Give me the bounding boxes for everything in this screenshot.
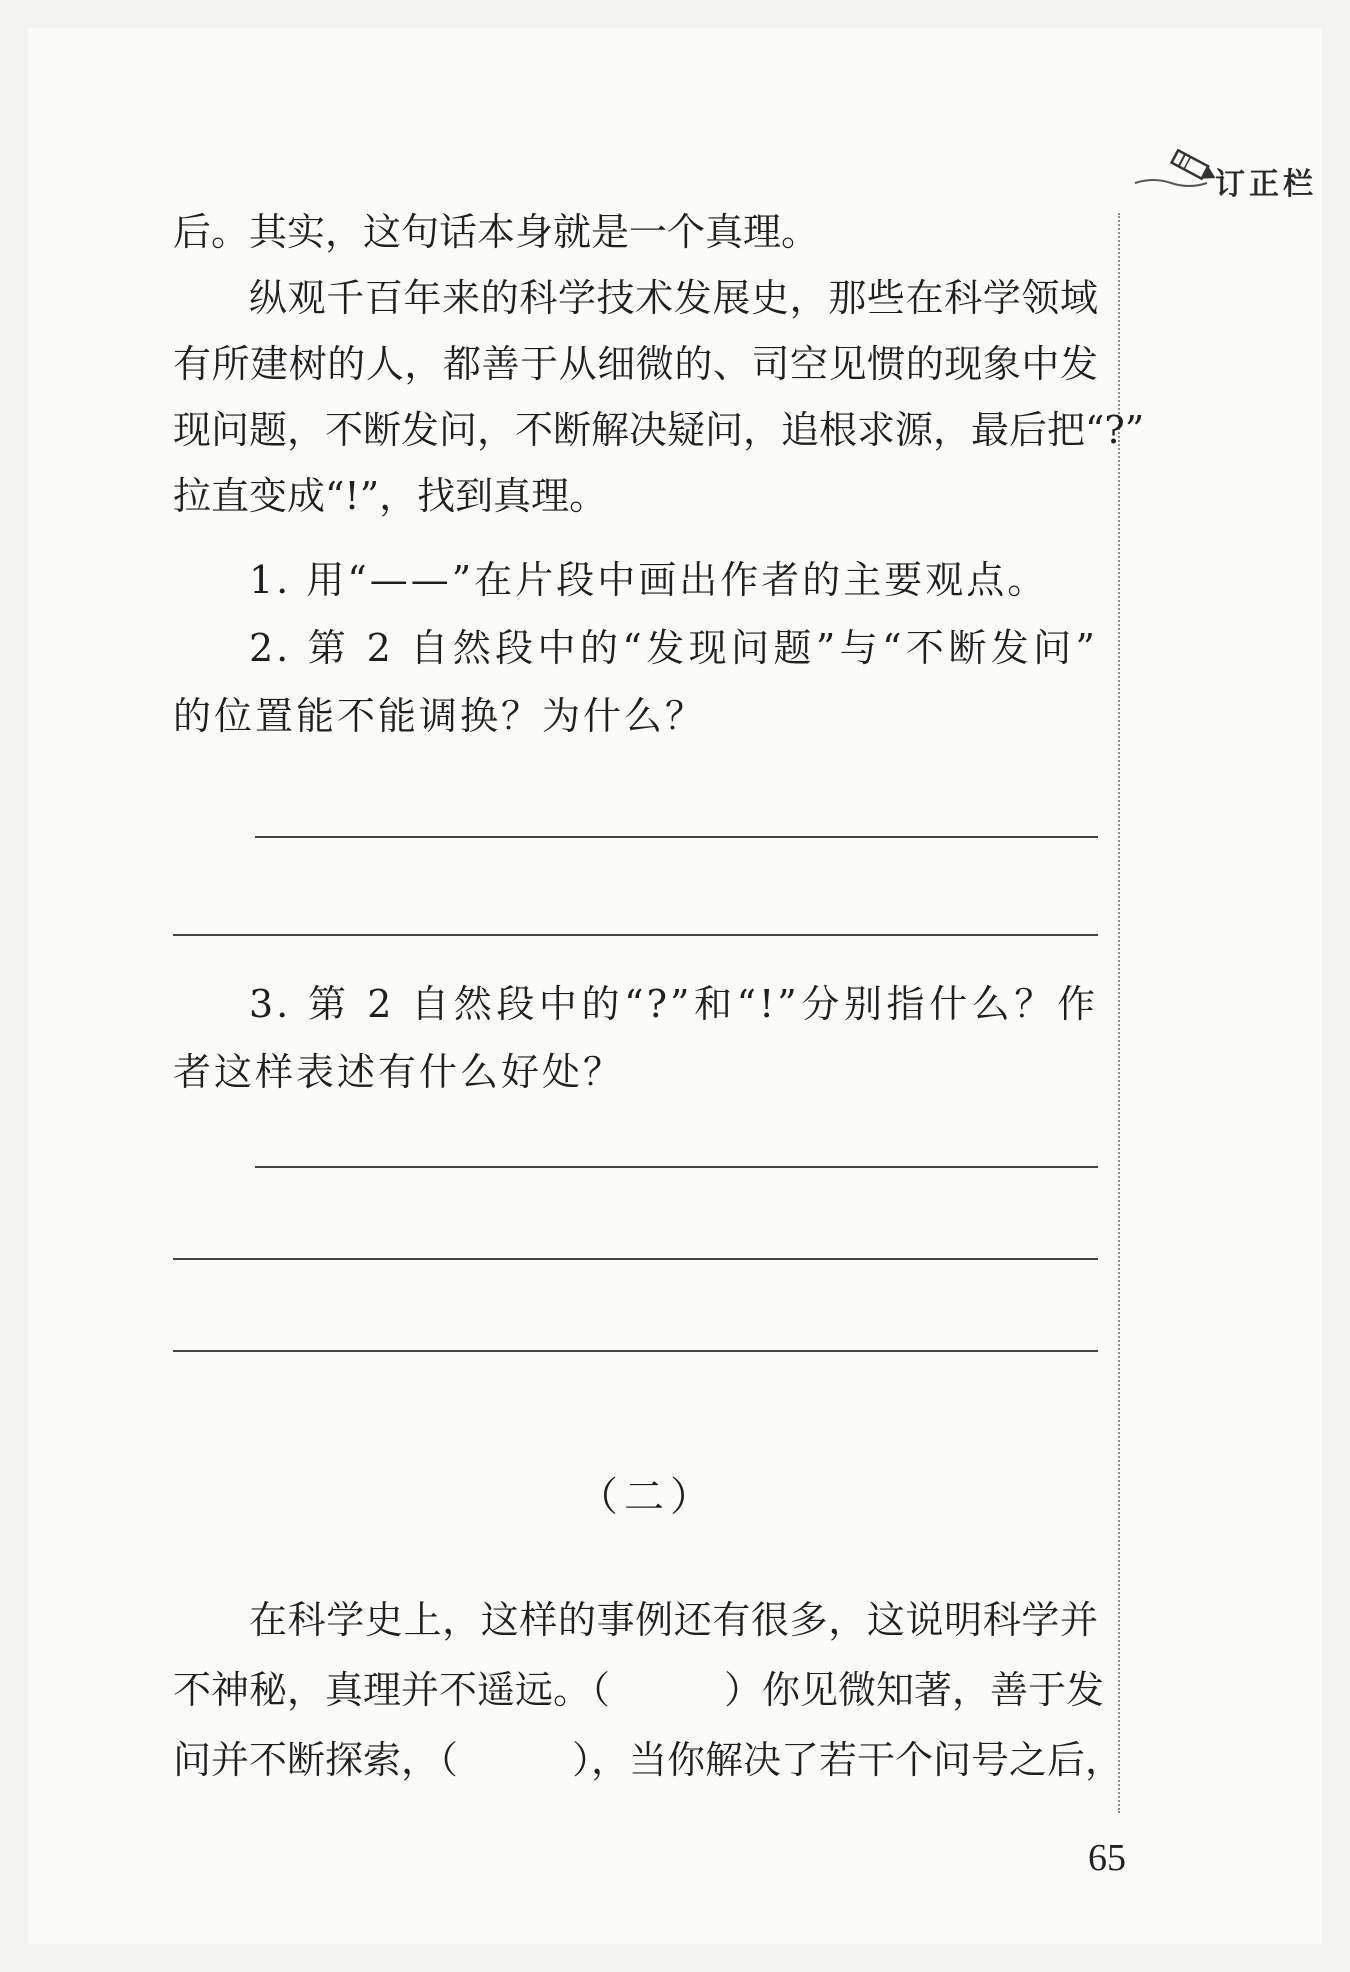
correction-column-label: 订正栏: [1215, 167, 1317, 202]
passage-line: 后。其实，这句话本身就是一个真理。: [173, 210, 820, 254]
answer-line[interactable]: [173, 934, 1098, 936]
question-3: 3. 第 2 自然段中的“?”和“!”分别指什么？作: [249, 982, 1098, 1026]
passage-line: 问并不断探索，（ ），当你解决了若干个问号之后，: [173, 1738, 1124, 1782]
correction-column-divider: [1118, 213, 1120, 1813]
passage-line: 有所建树的人，都善于从细微的、司空见惯的现象中发: [173, 342, 1098, 386]
pencil-icon: [1133, 143, 1223, 203]
passage-line: 拉直变成“!”，找到真理。: [173, 474, 608, 518]
correction-column-header: [1133, 143, 1348, 203]
answer-line[interactable]: [255, 1166, 1098, 1168]
passage-line: 纵观千百年来的科学技术发展史，那些在科学领域: [249, 276, 1098, 320]
question-2-continued: 的位置能不能调换？为什么？: [173, 694, 707, 738]
passage-line: 现问题，不断发问，不断解决疑问，追根求源，最后把“?”: [173, 408, 1145, 452]
answer-line[interactable]: [173, 1258, 1098, 1260]
section-title: （二）: [578, 1474, 716, 1520]
answer-line[interactable]: [173, 1350, 1098, 1352]
workbook-page: [28, 28, 1322, 1944]
answer-line[interactable]: [255, 836, 1098, 838]
passage-line: 在科学史上，这样的事例还有很多，这说明科学并: [249, 1598, 1098, 1642]
question-2: 2. 第 2 自然段中的“发现问题”与“不断发问”: [249, 626, 1098, 670]
passage-line: 不神秘，真理并不遥远。（ ）你见微知著，善于发: [173, 1668, 1105, 1712]
question-1: 1. 用“——”在片段中画出作者的主要观点。: [249, 558, 1049, 602]
page-number: 65: [1088, 1837, 1126, 1879]
question-3-continued: 者这样表述有什么好处？: [173, 1050, 625, 1094]
